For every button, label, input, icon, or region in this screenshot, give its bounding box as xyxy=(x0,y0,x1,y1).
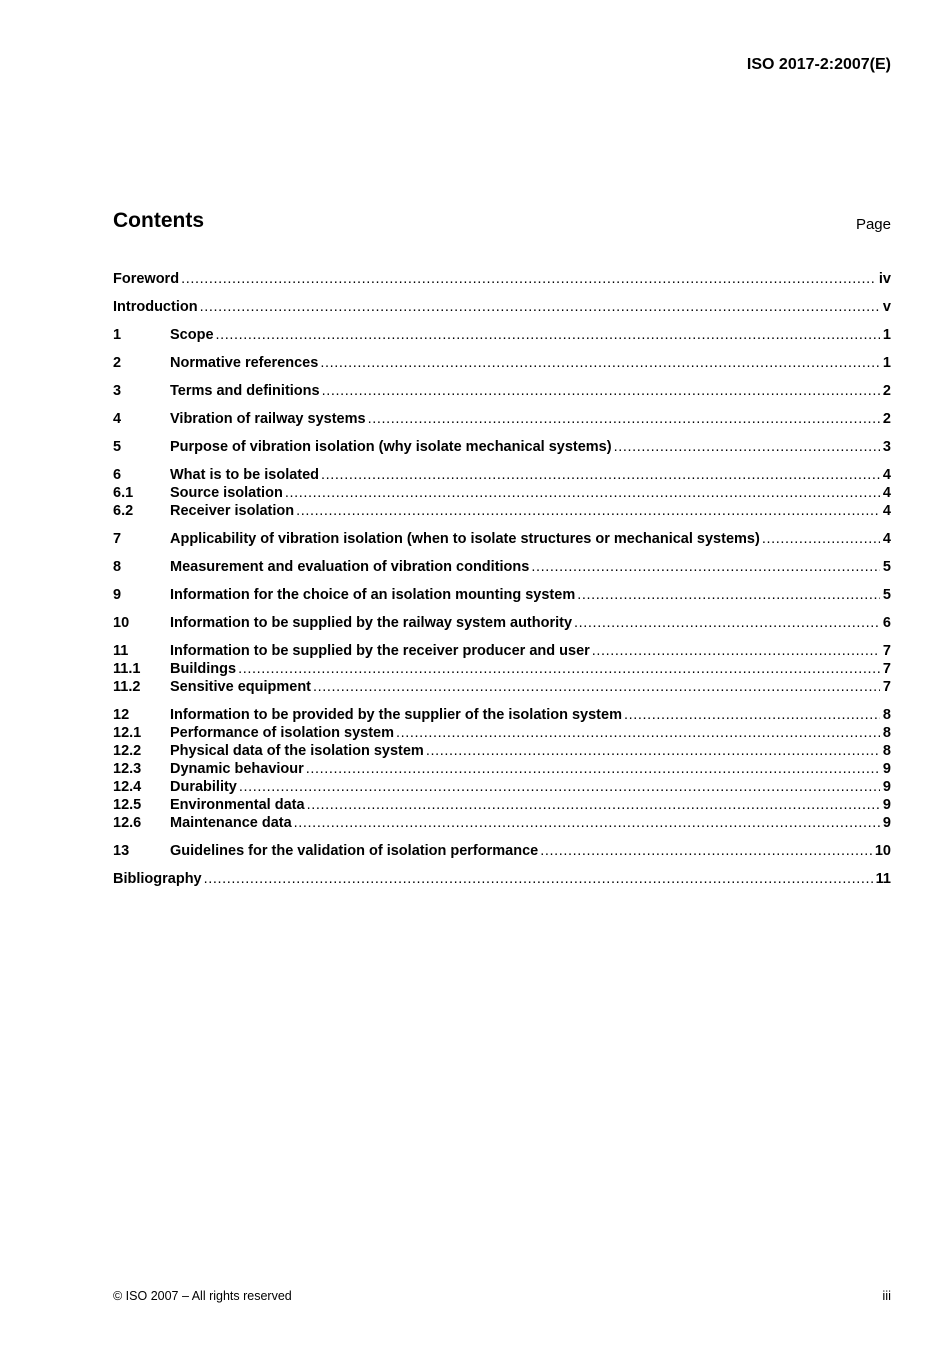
toc-entry-title: Maintenance data xyxy=(170,815,292,831)
toc-dot-leader xyxy=(396,724,880,742)
toc-entry[interactable] xyxy=(113,298,891,316)
toc-entry-number: 2 xyxy=(113,355,122,371)
toc-entry-title: Buildings xyxy=(170,661,237,677)
toc-entry-number: 10 xyxy=(113,615,130,631)
toc-entry-line xyxy=(113,298,891,316)
toc-entry-line xyxy=(170,484,891,502)
toc-dot-leader xyxy=(762,530,880,548)
toc-entry-page: v xyxy=(882,299,891,315)
toc-entry-number: 6 xyxy=(113,467,122,483)
toc-entry-title: Physical data of the isolation system xyxy=(170,743,424,759)
toc-entry-title: Purpose of vibration isolation (why isolate mechanical systems) xyxy=(170,439,612,455)
toc-entry-title: Applicability of vibration isolation (when to isolate structures or mechanical systems) xyxy=(170,531,760,547)
toc-dot-leader xyxy=(574,614,880,632)
toc-entry-number: 4 xyxy=(113,411,122,427)
toc-entry-page: 10 xyxy=(874,843,891,859)
toc-entry-line xyxy=(170,502,891,520)
toc-entry[interactable] xyxy=(113,530,891,548)
toc-dot-leader xyxy=(577,586,880,604)
toc-entry-title: Information to be supplied by the railway system authority xyxy=(170,615,573,631)
toc-entry-title: Dynamic behaviour xyxy=(170,761,304,777)
toc-dot-leader xyxy=(296,502,880,520)
toc-entry-number: 12.6 xyxy=(113,815,142,831)
toc-entry-line xyxy=(170,614,891,632)
toc-entry[interactable] xyxy=(113,614,891,632)
toc-entry-page: 7 xyxy=(882,679,891,695)
toc-entry-page: 4 xyxy=(882,485,891,501)
toc-entry-number: 12.1 xyxy=(113,725,142,741)
toc-entry-title: Source isolation xyxy=(170,485,283,501)
toc-entry-number: 12.4 xyxy=(113,779,142,795)
toc-entry[interactable] xyxy=(113,796,891,814)
toc-entry-title: Information to be supplied by the receiver producer and user xyxy=(170,643,590,659)
toc-entry[interactable] xyxy=(113,678,891,696)
toc-entry-line xyxy=(170,796,891,814)
toc-entry[interactable] xyxy=(113,382,891,400)
toc-dot-leader xyxy=(624,706,880,724)
page-column-label: Page xyxy=(855,216,891,233)
toc-entry-title: Foreword xyxy=(113,271,180,287)
toc-dot-leader xyxy=(368,410,880,428)
toc-dot-leader xyxy=(614,438,880,456)
footer-page-number: iii xyxy=(882,1288,891,1303)
toc-entry-title: What is to be isolated xyxy=(170,467,320,483)
toc-entry-title: Scope xyxy=(170,327,214,343)
toc-entry-page: iv xyxy=(878,271,891,287)
toc-entry-number: 11.2 xyxy=(113,679,141,695)
toc-entry[interactable] xyxy=(113,778,891,796)
toc-entry-number: 12.3 xyxy=(113,761,142,777)
toc-entry-page: 2 xyxy=(882,411,891,427)
toc-entry-page: 9 xyxy=(882,779,891,795)
toc-entry[interactable] xyxy=(113,870,891,888)
toc-entry-title: Terms and definitions xyxy=(170,383,320,399)
toc-entry-line xyxy=(170,742,891,760)
toc-entry-line xyxy=(170,466,891,484)
toc-entry-title: Vibration of railway systems xyxy=(170,411,366,427)
toc-entry-title: Guidelines for the validation of isolation performance xyxy=(170,843,539,859)
toc-entry-title: Bibliography xyxy=(113,871,202,887)
toc-entry-page: 7 xyxy=(882,661,891,677)
toc-entry-title: Information to be provided by the supplier of the isolation system xyxy=(170,707,622,723)
toc-dot-leader xyxy=(321,466,880,484)
toc-entry-page: 4 xyxy=(882,467,891,483)
toc-entry[interactable] xyxy=(113,760,891,778)
toc-entry-title: Introduction xyxy=(113,299,198,315)
toc-entry-title: Receiver isolation xyxy=(170,503,295,519)
toc-entry-page: 1 xyxy=(882,355,891,371)
toc-entry-line xyxy=(170,642,891,660)
toc-dot-leader xyxy=(531,558,880,576)
toc-entry-line xyxy=(170,814,891,832)
toc-entry[interactable] xyxy=(113,502,891,520)
toc-entry-page: 11 xyxy=(875,871,891,887)
toc-entry-number: 12.5 xyxy=(113,797,142,813)
toc-dot-leader xyxy=(592,642,880,660)
document-id: ISO 2017-2:2007(E) xyxy=(746,56,891,73)
toc-entry-number: 3 xyxy=(113,383,122,399)
toc-entry[interactable] xyxy=(113,642,891,660)
toc-dot-leader xyxy=(294,814,880,832)
toc-entry-page: 9 xyxy=(882,815,891,831)
toc-entry-page: 3 xyxy=(882,439,891,455)
toc-entry-line xyxy=(170,760,891,778)
toc-entry-page: 4 xyxy=(882,531,891,547)
toc-entry-line xyxy=(170,678,891,696)
contents-heading: Contents xyxy=(113,209,204,232)
toc-entry-line xyxy=(170,660,891,678)
toc-entry-line xyxy=(170,530,891,548)
toc-entry-title: Durability xyxy=(170,779,237,795)
toc-entry-number: 11.1 xyxy=(113,661,141,677)
toc-entry[interactable] xyxy=(113,742,891,760)
toc-entry[interactable] xyxy=(113,270,891,288)
toc-entry[interactable] xyxy=(113,724,891,742)
toc-entry-title: Performance of isolation system xyxy=(170,725,395,741)
toc-entry[interactable] xyxy=(113,814,891,832)
toc-entry-page: 7 xyxy=(882,643,891,659)
toc-entry[interactable] xyxy=(113,484,891,502)
toc-entry-page: 9 xyxy=(882,797,891,813)
toc-entry-title: Measurement and evaluation of vibration conditions xyxy=(170,559,530,575)
toc-entry[interactable] xyxy=(113,586,891,604)
toc-entry-number: 6.1 xyxy=(113,485,134,501)
toc-entry-line xyxy=(170,354,891,372)
toc-dot-leader xyxy=(322,382,880,400)
toc-entry[interactable] xyxy=(113,842,891,860)
toc-entry-number: 13 xyxy=(113,843,130,859)
toc-entry-number: 6.2 xyxy=(113,503,134,519)
toc-entry-number: 12.2 xyxy=(113,743,142,759)
toc-dot-leader xyxy=(238,660,880,678)
toc-entry-title: Information for the choice of an isolation mounting system xyxy=(170,587,576,603)
toc-dot-leader xyxy=(239,778,880,796)
toc-entry-page: 6 xyxy=(882,615,891,631)
toc-entry-line xyxy=(170,586,891,604)
toc-dot-leader xyxy=(313,678,880,696)
toc-entry[interactable] xyxy=(113,558,891,576)
toc-entry-page: 9 xyxy=(882,761,891,777)
toc-entry[interactable] xyxy=(113,660,891,678)
toc-entry-line xyxy=(170,724,891,742)
toc-entry-number: 1 xyxy=(113,327,122,343)
toc-entry-line xyxy=(170,842,891,860)
toc-entry[interactable] xyxy=(113,354,891,372)
toc-entry[interactable] xyxy=(113,466,891,484)
toc-entry-page: 8 xyxy=(882,707,891,723)
footer-copyright: © ISO 2007 – All rights reserved xyxy=(113,1289,292,1303)
toc-dot-leader xyxy=(540,842,872,860)
toc-entry-page: 8 xyxy=(882,743,891,759)
toc-entry-line xyxy=(170,778,891,796)
toc-entry-line xyxy=(170,410,891,428)
toc-entry-line xyxy=(113,270,891,288)
toc-entry[interactable] xyxy=(113,410,891,428)
toc-dot-leader xyxy=(181,270,876,288)
toc-entry-number: 7 xyxy=(113,531,122,547)
toc-dot-leader xyxy=(426,742,880,760)
toc-dot-leader xyxy=(200,298,880,316)
toc-entry-line xyxy=(170,382,891,400)
toc-entry-line xyxy=(170,558,891,576)
toc-entry-page: 4 xyxy=(882,503,891,519)
toc-entry[interactable] xyxy=(113,326,891,344)
toc-entry-number: 11 xyxy=(113,643,129,659)
toc-entry-title: Sensitive equipment xyxy=(170,679,312,695)
toc-entry-title: Normative references xyxy=(170,355,319,371)
toc-dot-leader xyxy=(204,870,873,888)
toc-entry-line xyxy=(113,870,891,888)
toc-entry-number: 9 xyxy=(113,587,122,603)
toc-entry-page: 5 xyxy=(882,587,891,603)
toc-entry-page: 5 xyxy=(882,559,891,575)
toc-dot-leader xyxy=(306,760,880,778)
toc-entry-page: 8 xyxy=(882,725,891,741)
toc-entry[interactable] xyxy=(113,706,891,724)
toc-dot-leader xyxy=(285,484,880,502)
table-of-contents xyxy=(113,270,891,888)
toc-entry-number: 8 xyxy=(113,559,122,575)
toc-entry-page: 1 xyxy=(882,327,891,343)
toc-dot-leader xyxy=(216,326,880,344)
toc-entry-number: 5 xyxy=(113,439,122,455)
toc-entry-title: Environmental data xyxy=(170,797,305,813)
toc-entry-line xyxy=(170,706,891,724)
toc-dot-leader xyxy=(307,796,880,814)
toc-dot-leader xyxy=(320,354,880,372)
toc-entry-line xyxy=(170,326,891,344)
toc-entry-page: 2 xyxy=(882,383,891,399)
toc-entry-number: 12 xyxy=(113,707,130,723)
toc-entry[interactable] xyxy=(113,438,891,456)
toc-entry-line xyxy=(170,438,891,456)
